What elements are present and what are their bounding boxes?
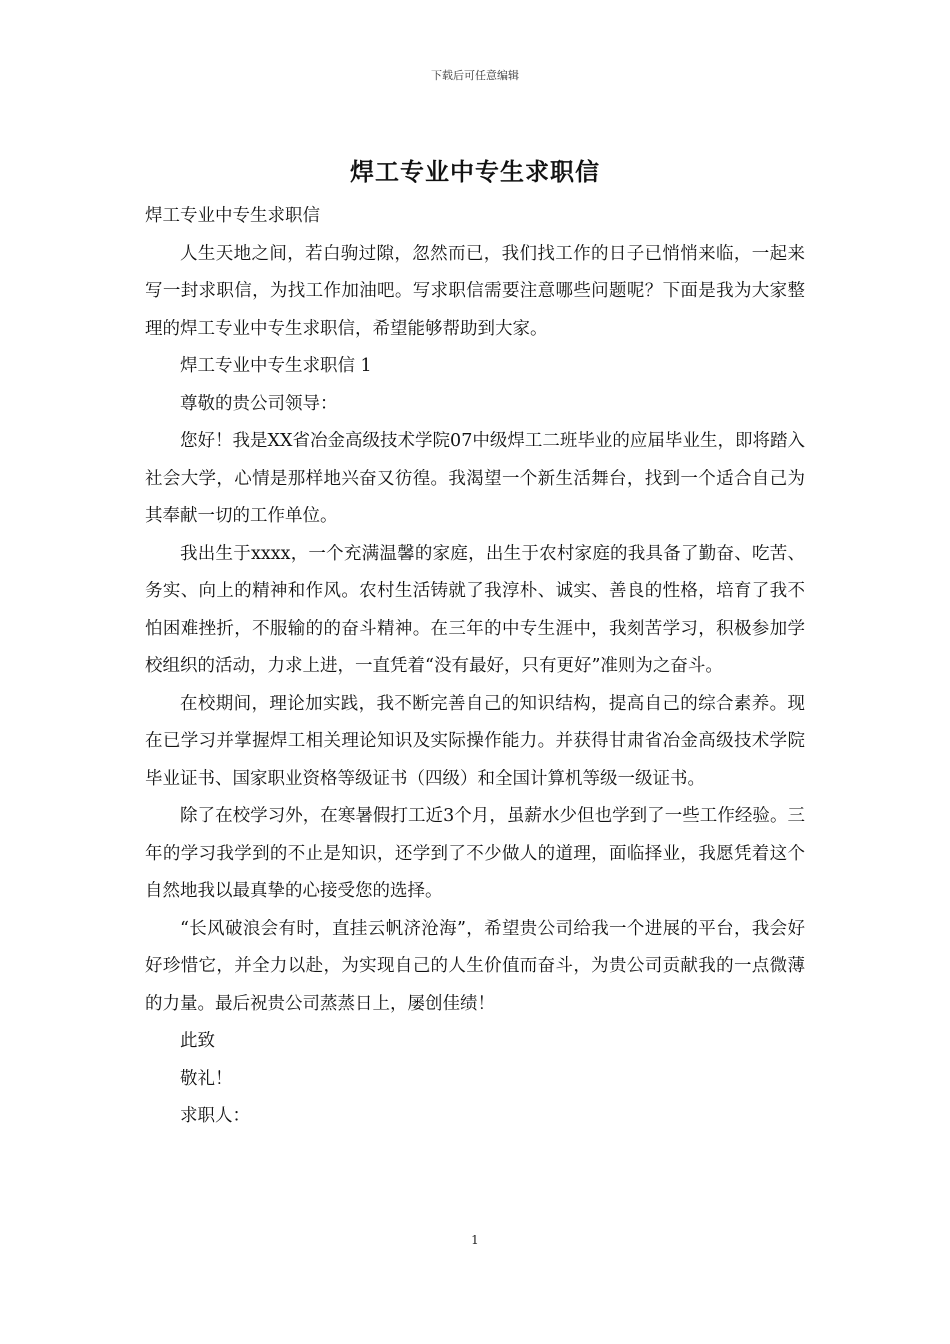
paragraph-closing: “长风破浪会有时，直挂云帆济沧海”，希望贵公司给我一个进展的平台，我会好好珍惜它，并全力以赴，为实现自己的人生价值而奋斗，为贵公司贡献我的一点微薄的力量。最后祝贵公司蒸蒸日上，屡创佳绩！ [145, 918, 805, 1014]
paragraph-greeting: 您好！我是XX省冶金高级技术学院07中级焊工二班毕业的应届毕业生，即将踏入社会大学，心情是那样地兴奋又彷徨。我渴望一个新生活舞台，找到一个适合自己为其奉献一切的工作单位。 [145, 431, 805, 526]
signature-line: 求职人： [180, 1106, 250, 1126]
closing-phrase: 此致 [180, 1031, 215, 1051]
document-body [145, 198, 805, 1136]
header-note: 下载后可任意编辑 [431, 69, 519, 82]
closing-salute: 敬礼！ [180, 1068, 233, 1089]
intro-paragraph: 人生天地之间，若白驹过隙，忽然而已，我们找工作的日子已悄悄来临，一起来写一封求职信，为找工作加油吧。写求职信需要注意哪些问题呢？下面是我为大家整理的焊工专业中专生求职信，希望能够帮助到大家。 [145, 243, 805, 339]
salutation: 尊敬的贵公司领导： [180, 393, 338, 414]
paragraph-experience: 除了在校学习外，在寒暑假打工近3个月，虽薪水少但也学到了一些工作经验。三年的学习我学到的不止是知识，还学到了不少做人的道理，面临择业，我愿凭着这个自然地我以最真挚的心接受您的选择。 [145, 806, 805, 901]
paragraph-school: 在校期间，理论加实践，我不断完善自己的知识结构，提高自己的综合素养。现在已学习并掌握焊工相关理论知识及实际操作能力。并获得甘肃省冶金高级技术学院毕业证书、国家职业资格等级证书（四级）和全国计算机等级一级证书。 [145, 693, 805, 789]
page-number: 1 [471, 1233, 479, 1247]
subtitle-line: 焊工专业中专生求职信 [145, 206, 320, 226]
document-title: 焊工专业中专生求职信 [350, 157, 600, 186]
paragraph-background: 我出生于xxxx，一个充满温馨的家庭，出生于农村家庭的我具备了勤奋、吃苦、务实、向上的精神和作风。农村生活铸就了我淳朴、诚实、善良的性格，培育了我不怕困难挫折，不服输的的奋斗精神。在三年的中专生涯中，我刻苦学习，积极参加学校组织的活动，力求上进，一直凭着“没有最好，只有更好”准则为之奋斗。 [145, 543, 805, 676]
letter-heading: 焊工专业中专生求职信 1 [180, 356, 372, 376]
